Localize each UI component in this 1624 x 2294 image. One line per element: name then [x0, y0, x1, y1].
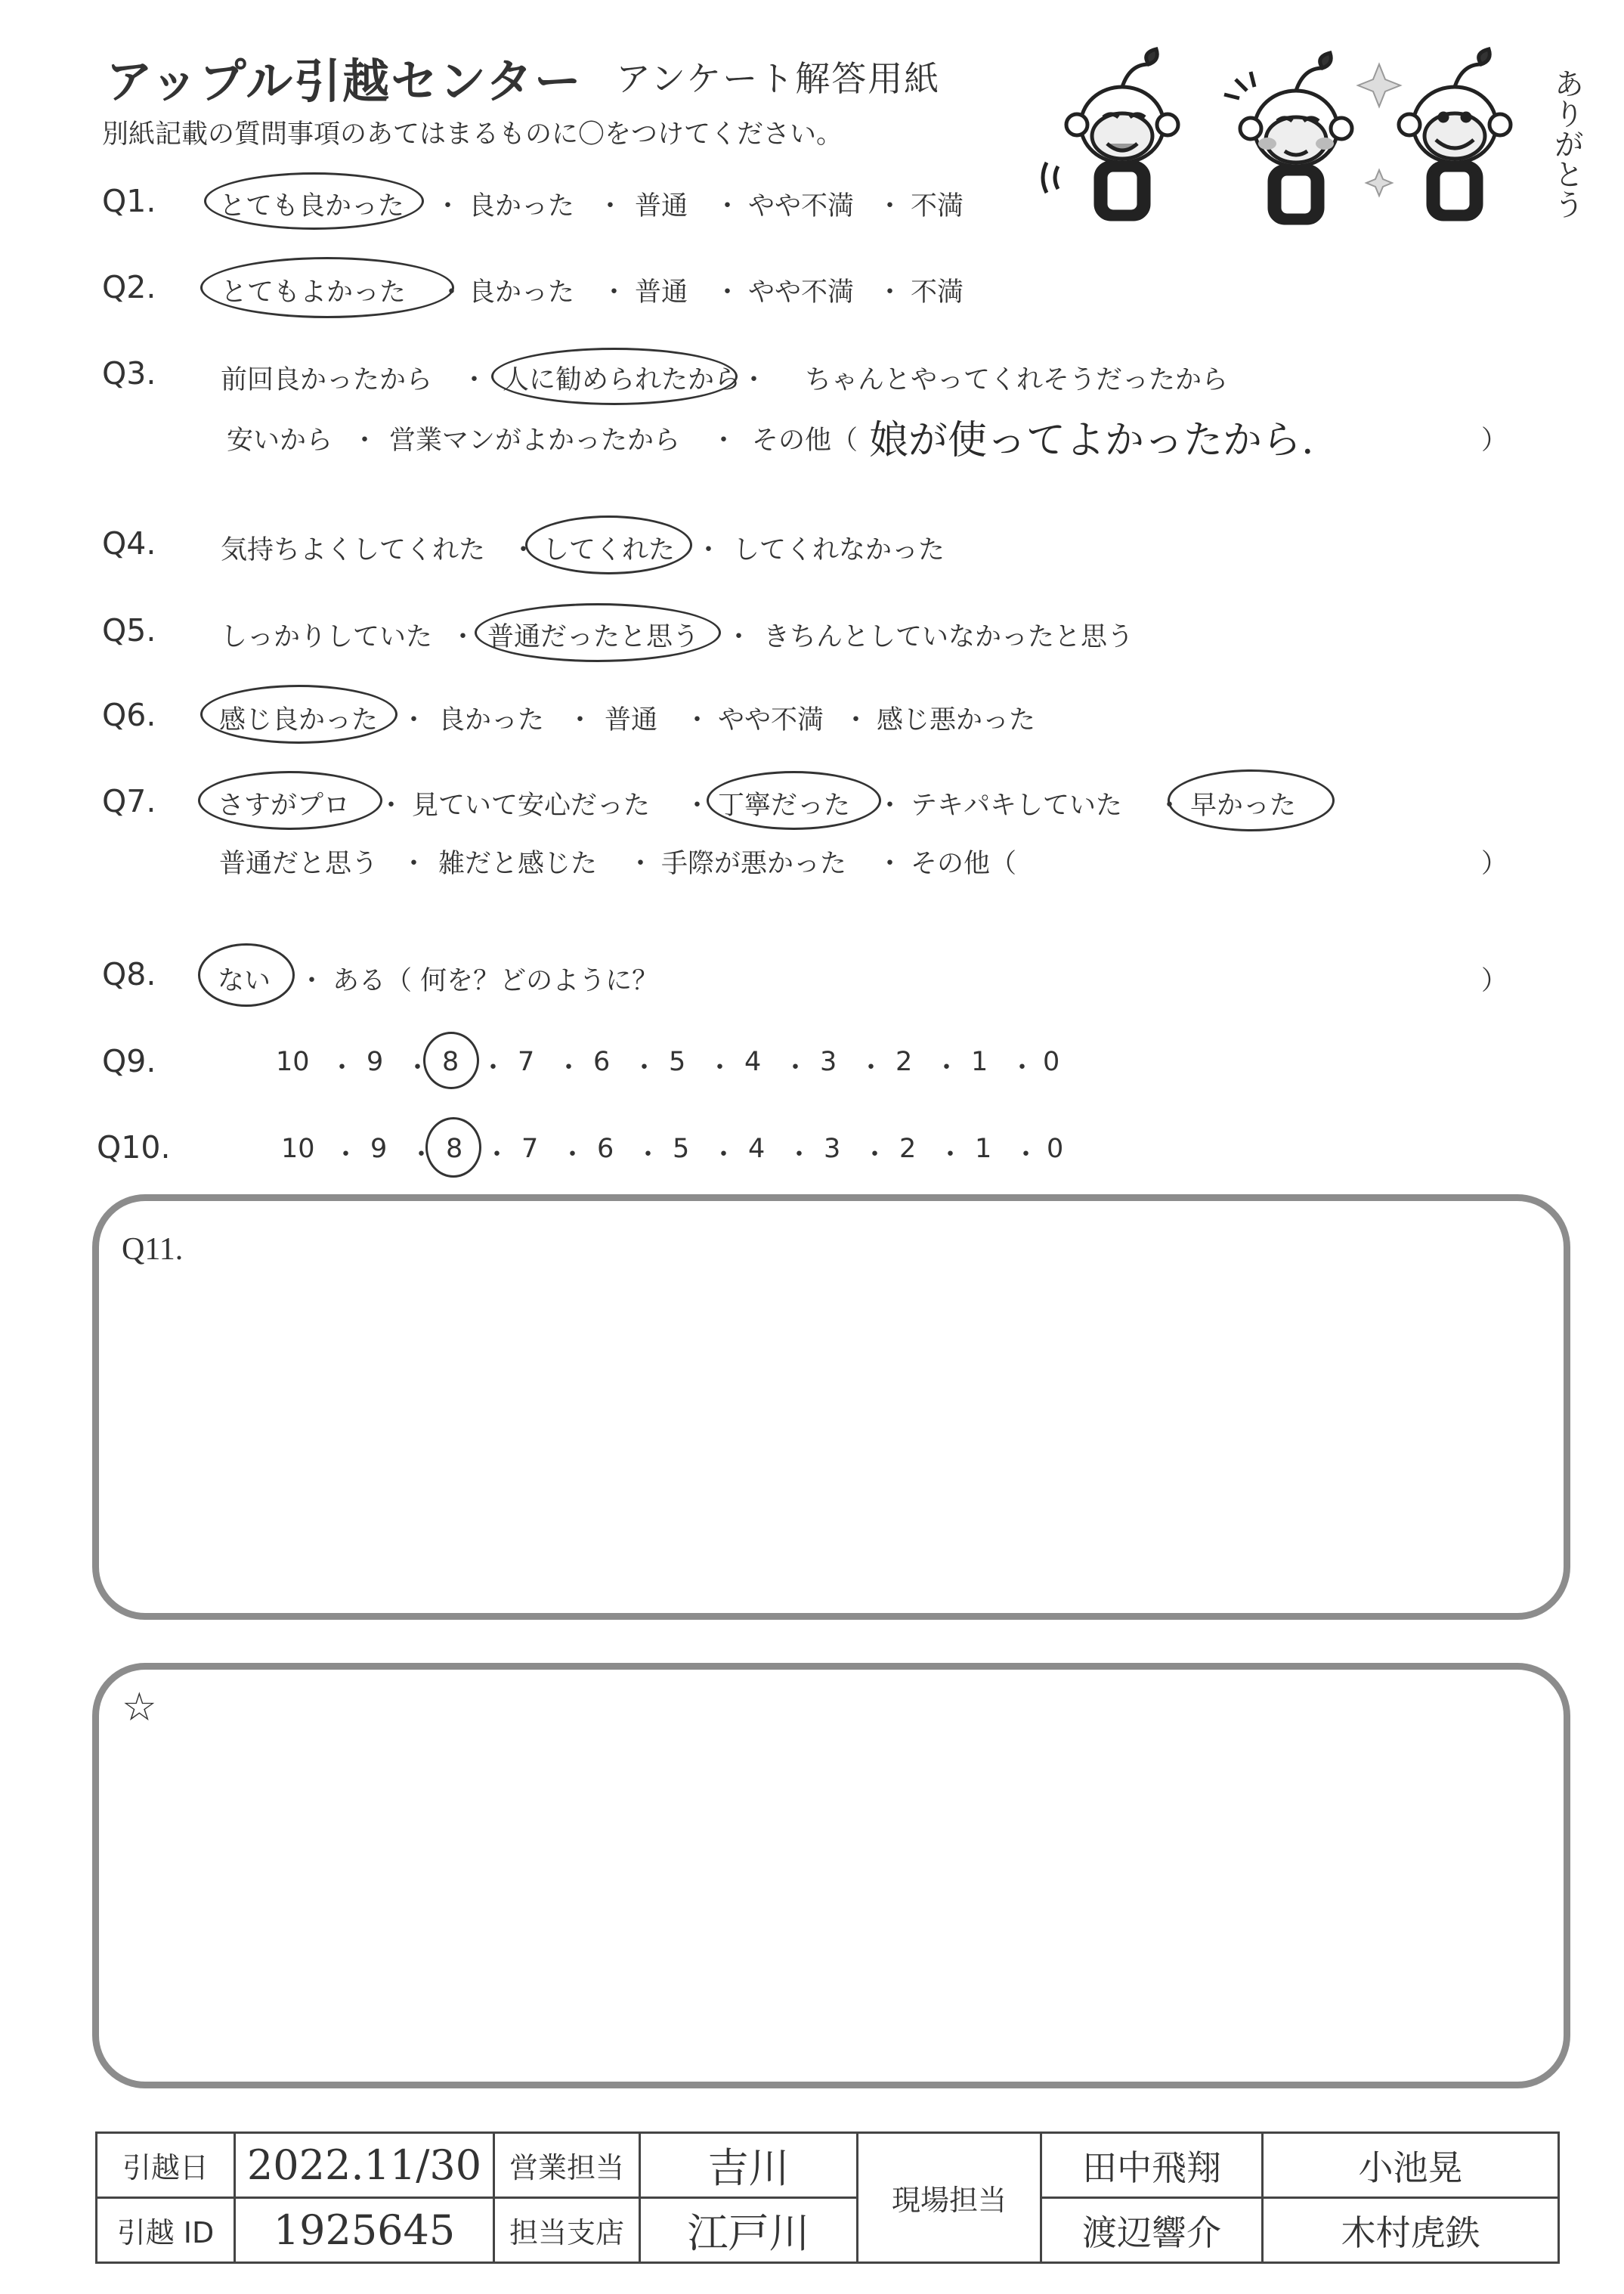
q5-option[interactable]: しっかりしていた — [221, 622, 433, 652]
separator: ・ — [484, 1140, 511, 1170]
monkey-blushing-icon — [1224, 53, 1352, 223]
q2-option[interactable]: 良かった — [469, 277, 575, 308]
separator: ・ — [710, 1140, 738, 1170]
q11-label: Q11. — [122, 1232, 184, 1267]
separator: ・ — [861, 1140, 889, 1170]
separator: ・ — [933, 1053, 960, 1083]
q2-option[interactable]: 普通 — [635, 277, 688, 308]
q7-option[interactable]: 普通だと思う — [219, 849, 379, 879]
q5-label: Q5. — [102, 612, 156, 649]
q2-option[interactable]: やや不満 — [748, 277, 855, 308]
q9-score[interactable]: 6 — [593, 1047, 611, 1077]
company-name: アップル引越センター — [106, 54, 583, 109]
q7-close-paren: ） — [1481, 849, 1508, 879]
separator: ・ — [714, 277, 741, 308]
separator: ・ — [684, 705, 711, 735]
q8-label: Q8. — [102, 956, 156, 992]
q3-option[interactable]: 人に勧められたから — [503, 365, 741, 395]
separator: ・ — [351, 426, 379, 456]
q6-option[interactable]: 良かった — [438, 705, 545, 735]
separator: ・ — [1009, 1053, 1036, 1083]
q10-score[interactable]: 1 — [975, 1134, 992, 1164]
q3-other-handwritten[interactable]: 娘が使ってよかったから. — [869, 418, 1314, 463]
q8-option[interactable]: ある（ 何を？どのように？ — [333, 966, 659, 996]
separator: ・ — [782, 1053, 809, 1083]
separator: ・ — [710, 426, 738, 456]
q9-label: Q9. — [102, 1043, 156, 1079]
q7-option[interactable]: 丁寧だった — [718, 791, 851, 821]
q10-score[interactable]: 3 — [824, 1134, 841, 1164]
q9-score[interactable]: 10 — [276, 1047, 310, 1077]
q8-option[interactable]: ない — [218, 966, 271, 996]
q3-option[interactable]: 営業マンがよかったから — [389, 426, 681, 456]
q10-score[interactable]: 6 — [597, 1134, 614, 1164]
separator: ・ — [510, 535, 537, 565]
separator: ・ — [714, 191, 741, 221]
q7-option[interactable]: さすがプロ — [218, 791, 351, 821]
separator: ・ — [404, 1053, 432, 1083]
move-date-value[interactable]: 2022.11/30 — [235, 2133, 494, 2198]
q10-score[interactable]: 0 — [1047, 1134, 1064, 1164]
q6-option[interactable]: やや不満 — [718, 705, 824, 735]
separator: ・ — [438, 277, 466, 308]
separator: ・ — [435, 191, 462, 221]
separator: ・ — [877, 277, 904, 308]
form-title: アンケート解答用紙 — [616, 58, 941, 99]
q7-option[interactable]: テキパキしていた — [911, 791, 1123, 821]
site-staff-label: 現場担当 — [858, 2133, 1041, 2263]
q2-option[interactable]: 不満 — [911, 277, 964, 308]
q1-label: Q1. — [102, 183, 156, 219]
branch-value[interactable]: 江戸川 — [640, 2198, 858, 2263]
separator: ・ — [707, 1053, 734, 1083]
separator: ・ — [937, 1140, 964, 1170]
separator: ・ — [635, 1140, 662, 1170]
q10-score[interactable]: 2 — [899, 1134, 917, 1164]
separator: ・ — [627, 849, 654, 879]
site-staff-name[interactable]: 渡辺響介 — [1041, 2198, 1263, 2263]
q4-option[interactable]: してくれた — [543, 535, 676, 565]
q6-option[interactable]: 感じ悪かった — [877, 705, 1036, 735]
q11-comment-box[interactable] — [92, 1194, 1570, 1620]
separator: ・ — [877, 849, 904, 879]
q6-option[interactable]: 感じ良かった — [219, 705, 379, 735]
separator: ・ — [480, 1053, 507, 1083]
separator: ・ — [408, 1140, 435, 1170]
q7-option-other[interactable]: その他（ — [911, 849, 1017, 879]
move-id-value[interactable]: 1925645 — [235, 2198, 494, 2263]
q9-score[interactable]: 9 — [367, 1047, 384, 1077]
separator: ・ — [877, 191, 904, 221]
q6-label: Q6. — [102, 697, 156, 733]
q7-option[interactable]: 手際が悪かった — [661, 849, 847, 879]
sales-label: 営業担当 — [494, 2133, 640, 2198]
q1-option[interactable]: 良かった — [469, 191, 575, 221]
q10-score[interactable]: 9 — [370, 1134, 388, 1164]
separator: ・ — [401, 849, 428, 879]
q9-score[interactable]: 2 — [896, 1047, 913, 1077]
q1-option[interactable]: 不満 — [911, 191, 964, 221]
move-id-label: 引越 ID — [97, 2198, 235, 2263]
site-staff-name[interactable]: 木村虎鉄 — [1263, 2198, 1559, 2263]
separator: ・ — [843, 705, 870, 735]
instruction-text: 別紙記載の質問事項のあてはまるものに〇をつけてください。 — [102, 119, 843, 150]
separator: ・ — [877, 791, 904, 821]
q7-option[interactable]: 雑だと感じた — [438, 849, 598, 879]
q5-option[interactable]: きちんとしていなかったと思う — [763, 622, 1134, 652]
q7-label: Q7. — [102, 783, 156, 819]
separator: ・ — [450, 622, 477, 652]
monkey-laughing-icon — [1043, 49, 1178, 219]
q7-option[interactable]: 見ていて安心だった — [412, 791, 651, 821]
q10-score[interactable]: 10 — [281, 1134, 315, 1164]
separator: ・ — [597, 191, 624, 221]
move-date-label: 引越日 — [97, 2133, 235, 2198]
separator: ・ — [725, 622, 753, 652]
q1-option[interactable]: とても良かった — [219, 191, 405, 221]
separator: ・ — [601, 277, 628, 308]
separator: ・ — [1156, 791, 1183, 821]
q4-option[interactable]: 気持ちよくしてくれた — [221, 535, 486, 565]
q3-label: Q3. — [102, 355, 156, 392]
q9-score[interactable]: 4 — [744, 1047, 762, 1077]
separator: ・ — [555, 1053, 583, 1083]
monkey-mascots-illustration — [1024, 42, 1553, 253]
q10-score[interactable]: 5 — [673, 1134, 690, 1164]
separator: ・ — [401, 705, 428, 735]
separator: ・ — [684, 791, 711, 821]
q3-option-other[interactable]: その他（ — [752, 426, 858, 456]
separator: ・ — [567, 705, 594, 735]
monkey-smiling-icon — [1358, 49, 1511, 219]
site-staff-name[interactable]: 田中飛翔 — [1041, 2133, 1263, 2198]
separator: ・ — [378, 791, 405, 821]
q2-option[interactable]: とてもよかった — [221, 277, 407, 308]
q1-option[interactable]: 普通 — [635, 191, 688, 221]
sales-person-value[interactable]: 吉川 — [640, 2133, 858, 2198]
separator: ・ — [333, 1140, 360, 1170]
site-staff-name[interactable]: 小池晃 — [1263, 2133, 1559, 2198]
q9-score[interactable]: 3 — [820, 1047, 837, 1077]
q3-option[interactable]: 安いから — [227, 426, 333, 456]
q9-score[interactable]: 8 — [442, 1047, 459, 1077]
q9-score[interactable]: 0 — [1043, 1047, 1060, 1077]
q9-score[interactable]: 1 — [971, 1047, 988, 1077]
q8-close-paren: ） — [1481, 966, 1508, 996]
q3-option[interactable]: 前回良かったから — [221, 365, 433, 395]
branch-label: 担当支店 — [494, 2198, 640, 2263]
q3-close-paren: ） — [1481, 426, 1508, 456]
separator: ・ — [299, 966, 326, 996]
star-comment-box[interactable] — [92, 1663, 1570, 2088]
separator: ・ — [559, 1140, 586, 1170]
q10-score[interactable]: 7 — [521, 1134, 539, 1164]
separator: ・ — [741, 365, 768, 395]
separator: ・ — [786, 1140, 813, 1170]
moving-info-table — [95, 2131, 1560, 2264]
q4-label: Q4. — [102, 525, 156, 562]
q1-option[interactable]: やや不満 — [748, 191, 855, 221]
q6-option[interactable]: 普通 — [605, 705, 658, 735]
q10-score[interactable]: 4 — [748, 1134, 766, 1164]
star-icon: ☆ — [122, 1686, 157, 1729]
q10-score[interactable]: 8 — [446, 1134, 463, 1164]
q5-option[interactable]: 普通だったと思う — [487, 622, 700, 652]
thanks-text: ありがとう — [1549, 68, 1584, 219]
separator: ・ — [695, 535, 722, 565]
q9-score[interactable]: 5 — [669, 1047, 686, 1077]
q3-option[interactable]: ちゃんとやってくれそうだったから — [805, 365, 1229, 395]
separator: ・ — [1013, 1140, 1040, 1170]
separator: ・ — [631, 1053, 658, 1083]
separator: ・ — [461, 365, 488, 395]
separator: ・ — [329, 1053, 356, 1083]
q7-option[interactable]: 早かった — [1190, 791, 1297, 821]
q2-label: Q2. — [102, 269, 156, 305]
q4-option[interactable]: してくれなかった — [733, 535, 945, 565]
q10-label: Q10. — [97, 1129, 171, 1166]
q9-score[interactable]: 7 — [518, 1047, 535, 1077]
separator: ・ — [858, 1053, 885, 1083]
